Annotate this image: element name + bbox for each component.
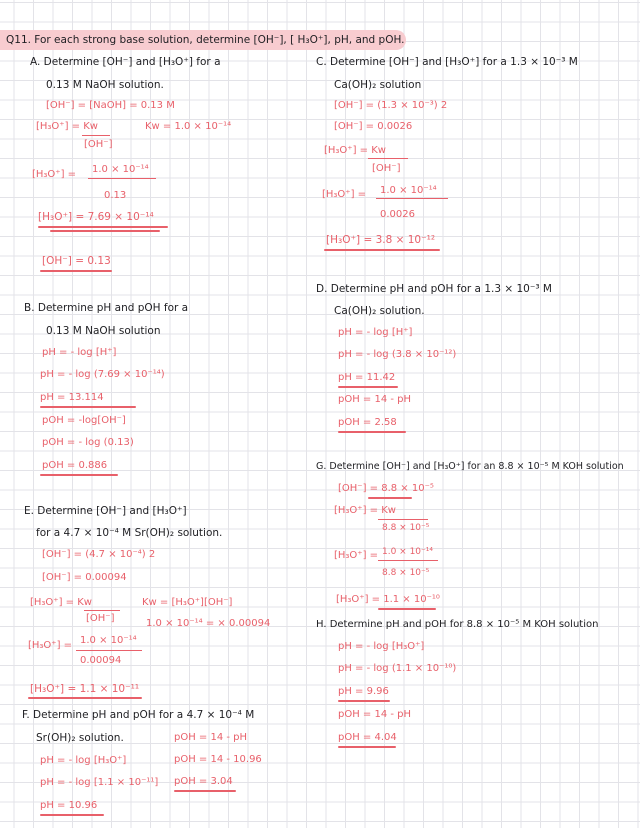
e-line-1: [OH⁻] = (4.7 × 10⁻⁴) 2 xyxy=(42,549,156,560)
c-answer: [H₃O⁺] = 3.8 × 10⁻¹² xyxy=(326,234,436,246)
c-line-4-denominator: 0.0026 xyxy=(380,209,415,220)
a-line-3-denominator: 0.13 xyxy=(104,190,127,201)
a-answer-1-underline xyxy=(38,226,168,228)
g-line-2-denominator: 8.8 × 10⁻⁵ xyxy=(382,523,430,533)
question-g-label: G. Determine [OH⁻] and [H₃O⁺] for an 8.8 × 10⁻⁵ M KOH solution xyxy=(316,461,624,472)
c-line-1: [OH⁻] = (1.3 × 10⁻³) 2 xyxy=(334,100,448,111)
question-e-label-2: for a 4.7 × 10⁻⁴ M Sr(OH)₂ solution. xyxy=(36,527,223,539)
a-answer-2: [OH⁻] = 0.13 xyxy=(42,255,111,267)
f-right-line-2: pOH = 14 - 10.96 xyxy=(174,754,262,765)
d-line-3: pH = 11.42 xyxy=(338,372,396,383)
f-left-line-3-underline xyxy=(40,814,104,816)
c-line-2: [OH⁻] = 0.0026 xyxy=(334,121,413,132)
h-line-4: pOH = 14 - pH xyxy=(338,709,412,720)
e-answer-underline xyxy=(28,697,142,699)
a-line-2-denominator: [OH⁻] xyxy=(84,139,113,150)
d-line-2: pH = - log (3.8 × 10⁻¹²) xyxy=(338,349,457,360)
b-line-3: pH = 13.114 xyxy=(40,392,104,403)
question-a-label: A. Determine [OH⁻] and [H₃O⁺] for a xyxy=(30,56,221,68)
g-line-3-denominator: 8.8 × 10⁻⁵ xyxy=(382,568,430,578)
g-line-1: [OH⁻] = 8.8 × 10⁻⁵ xyxy=(338,483,434,494)
f-left-line-1: pH = - log [H₃O⁺] xyxy=(40,755,127,766)
c-fraction-bar-2 xyxy=(376,198,448,199)
g-fraction-bar-2 xyxy=(378,560,438,561)
b-line-1: pH = - log [H⁺] xyxy=(42,347,117,358)
e-line-3: [H₃O⁺] = Kw xyxy=(30,597,92,608)
h-line-3-underline xyxy=(338,700,390,702)
g-line-3: [H₃O⁺] = xyxy=(334,550,379,561)
question-c-label: C. Determine [OH⁻] and [H₃O⁺] for a 1.3 × 10⁻³ M xyxy=(316,56,578,68)
g-line-3-numerator: 1.0 × 10⁻¹⁴ xyxy=(382,547,433,557)
question-f-label-2: Sr(OH)₂ solution. xyxy=(36,732,124,744)
e-line-4-numerator: 1.0 × 10⁻¹⁴ xyxy=(80,635,137,646)
g-line-1-underline xyxy=(368,497,412,499)
b-line-2: pH = - log (7.69 × 10⁻¹⁴) xyxy=(40,369,165,380)
a-kw-value: Kw = 1.0 × 10⁻¹⁴ xyxy=(145,121,232,132)
h-line-3: pH = 9.96 xyxy=(338,686,389,697)
a-line-2: [H₃O⁺] = Kw xyxy=(36,121,98,132)
a-answer-1-underline-2 xyxy=(50,230,160,232)
d-line-5: pOH = 2.58 xyxy=(338,417,397,428)
a-line-3: [H₃O⁺] = xyxy=(32,169,77,180)
e-kw-substitution: 1.0 × 10⁻¹⁴ = × 0.00094 xyxy=(146,618,271,629)
b-line-6-underline xyxy=(40,474,118,476)
c-answer-underline xyxy=(324,249,440,251)
c-line-4: [H₃O⁺] = xyxy=(322,189,367,200)
g-answer-underline xyxy=(378,608,436,610)
f-left-line-2: pH = - log [1.1 × 10⁻¹¹] xyxy=(40,777,159,788)
a-fraction-bar-2 xyxy=(88,178,156,179)
e-answer: [H₃O⁺] = 1.1 × 10⁻¹¹ xyxy=(30,683,140,695)
a-answer-1: [H₃O⁺] = 7.69 × 10⁻¹⁴ xyxy=(38,211,154,223)
h-line-2: pH = - log (1.1 × 10⁻¹⁰) xyxy=(338,663,457,674)
question-f-label: F. Determine pH and pOH for a 4.7 × 10⁻⁴ M xyxy=(22,709,255,721)
f-left-line-3: pH = 10.96 xyxy=(40,800,98,811)
question-a-label-2: 0.13 M NaOH solution. xyxy=(46,79,164,91)
question-d-label-2: Ca(OH)₂ solution. xyxy=(334,305,425,317)
c-line-3: [H₃O⁺] = Kw xyxy=(324,145,386,156)
b-line-6: pOH = 0.886 xyxy=(42,460,108,471)
e-line-3-denominator: [OH⁻] xyxy=(86,613,115,624)
g-line-2: [H₃O⁺] = Kw xyxy=(334,505,396,516)
e-line-4: [H₃O⁺] = xyxy=(28,640,73,651)
e-line-4-denominator: 0.00094 xyxy=(80,655,122,666)
f-right-line-3-underline xyxy=(174,790,236,792)
a-answer-2-underline xyxy=(40,270,112,272)
c-line-4-numerator: 1.0 × 10⁻¹⁴ xyxy=(380,185,437,196)
e-fraction-bar-1 xyxy=(84,610,120,611)
h-line-5-underline xyxy=(338,746,396,748)
d-line-5-underline xyxy=(338,431,406,433)
question-e-label: E. Determine [OH⁻] and [H₃O⁺] xyxy=(24,505,187,517)
question-d-label: D. Determine pH and pOH for a 1.3 × 10⁻³ M xyxy=(316,283,552,295)
d-line-3-underline xyxy=(338,386,398,388)
g-answer: [H₃O⁺] = 1.1 × 10⁻¹⁰ xyxy=(336,594,440,605)
f-right-line-3: pOH = 3.04 xyxy=(174,776,233,787)
d-line-4: pOH = 14 - pH xyxy=(338,394,412,405)
question-c-label-2: Ca(OH)₂ solution xyxy=(334,79,422,91)
e-fraction-bar-2 xyxy=(76,650,142,651)
d-line-1: pH = - log [H⁺] xyxy=(338,327,413,338)
b-line-3-underline xyxy=(40,406,136,408)
g-fraction-bar-1 xyxy=(378,519,428,520)
f-right-line-1: pOH = 14 - pH xyxy=(174,732,248,743)
c-fraction-bar-1 xyxy=(368,158,408,159)
e-kw-definition: Kw = [H₃O⁺][OH⁻] xyxy=(142,597,233,608)
b-line-4: pOH = -log[OH⁻] xyxy=(42,415,126,426)
a-fraction-bar-1 xyxy=(82,135,110,136)
question-h-label: H. Determine pH and pOH for 8.8 × 10⁻⁵ M KOH solution xyxy=(316,619,599,630)
a-line-3-numerator: 1.0 × 10⁻¹⁴ xyxy=(92,164,149,175)
a-line-1: [OH⁻] = [NaOH] = 0.13 M xyxy=(46,100,175,111)
question-b-label: B. Determine pH and pOH for a xyxy=(24,302,189,314)
b-line-5: pOH = - log (0.13) xyxy=(42,437,134,448)
h-line-1: pH = - log [H₃O⁺] xyxy=(338,641,425,652)
page-title: Q11. For each strong base solution, determine [OH⁻], [ H₃O⁺], pH, and pOH. xyxy=(6,34,405,46)
h-line-5: pOH = 4.04 xyxy=(338,732,397,743)
c-line-3-denominator: [OH⁻] xyxy=(372,163,401,174)
question-b-label-2: 0.13 M NaOH solution xyxy=(46,325,161,337)
e-line-2: [OH⁻] = 0.00094 xyxy=(42,572,127,583)
